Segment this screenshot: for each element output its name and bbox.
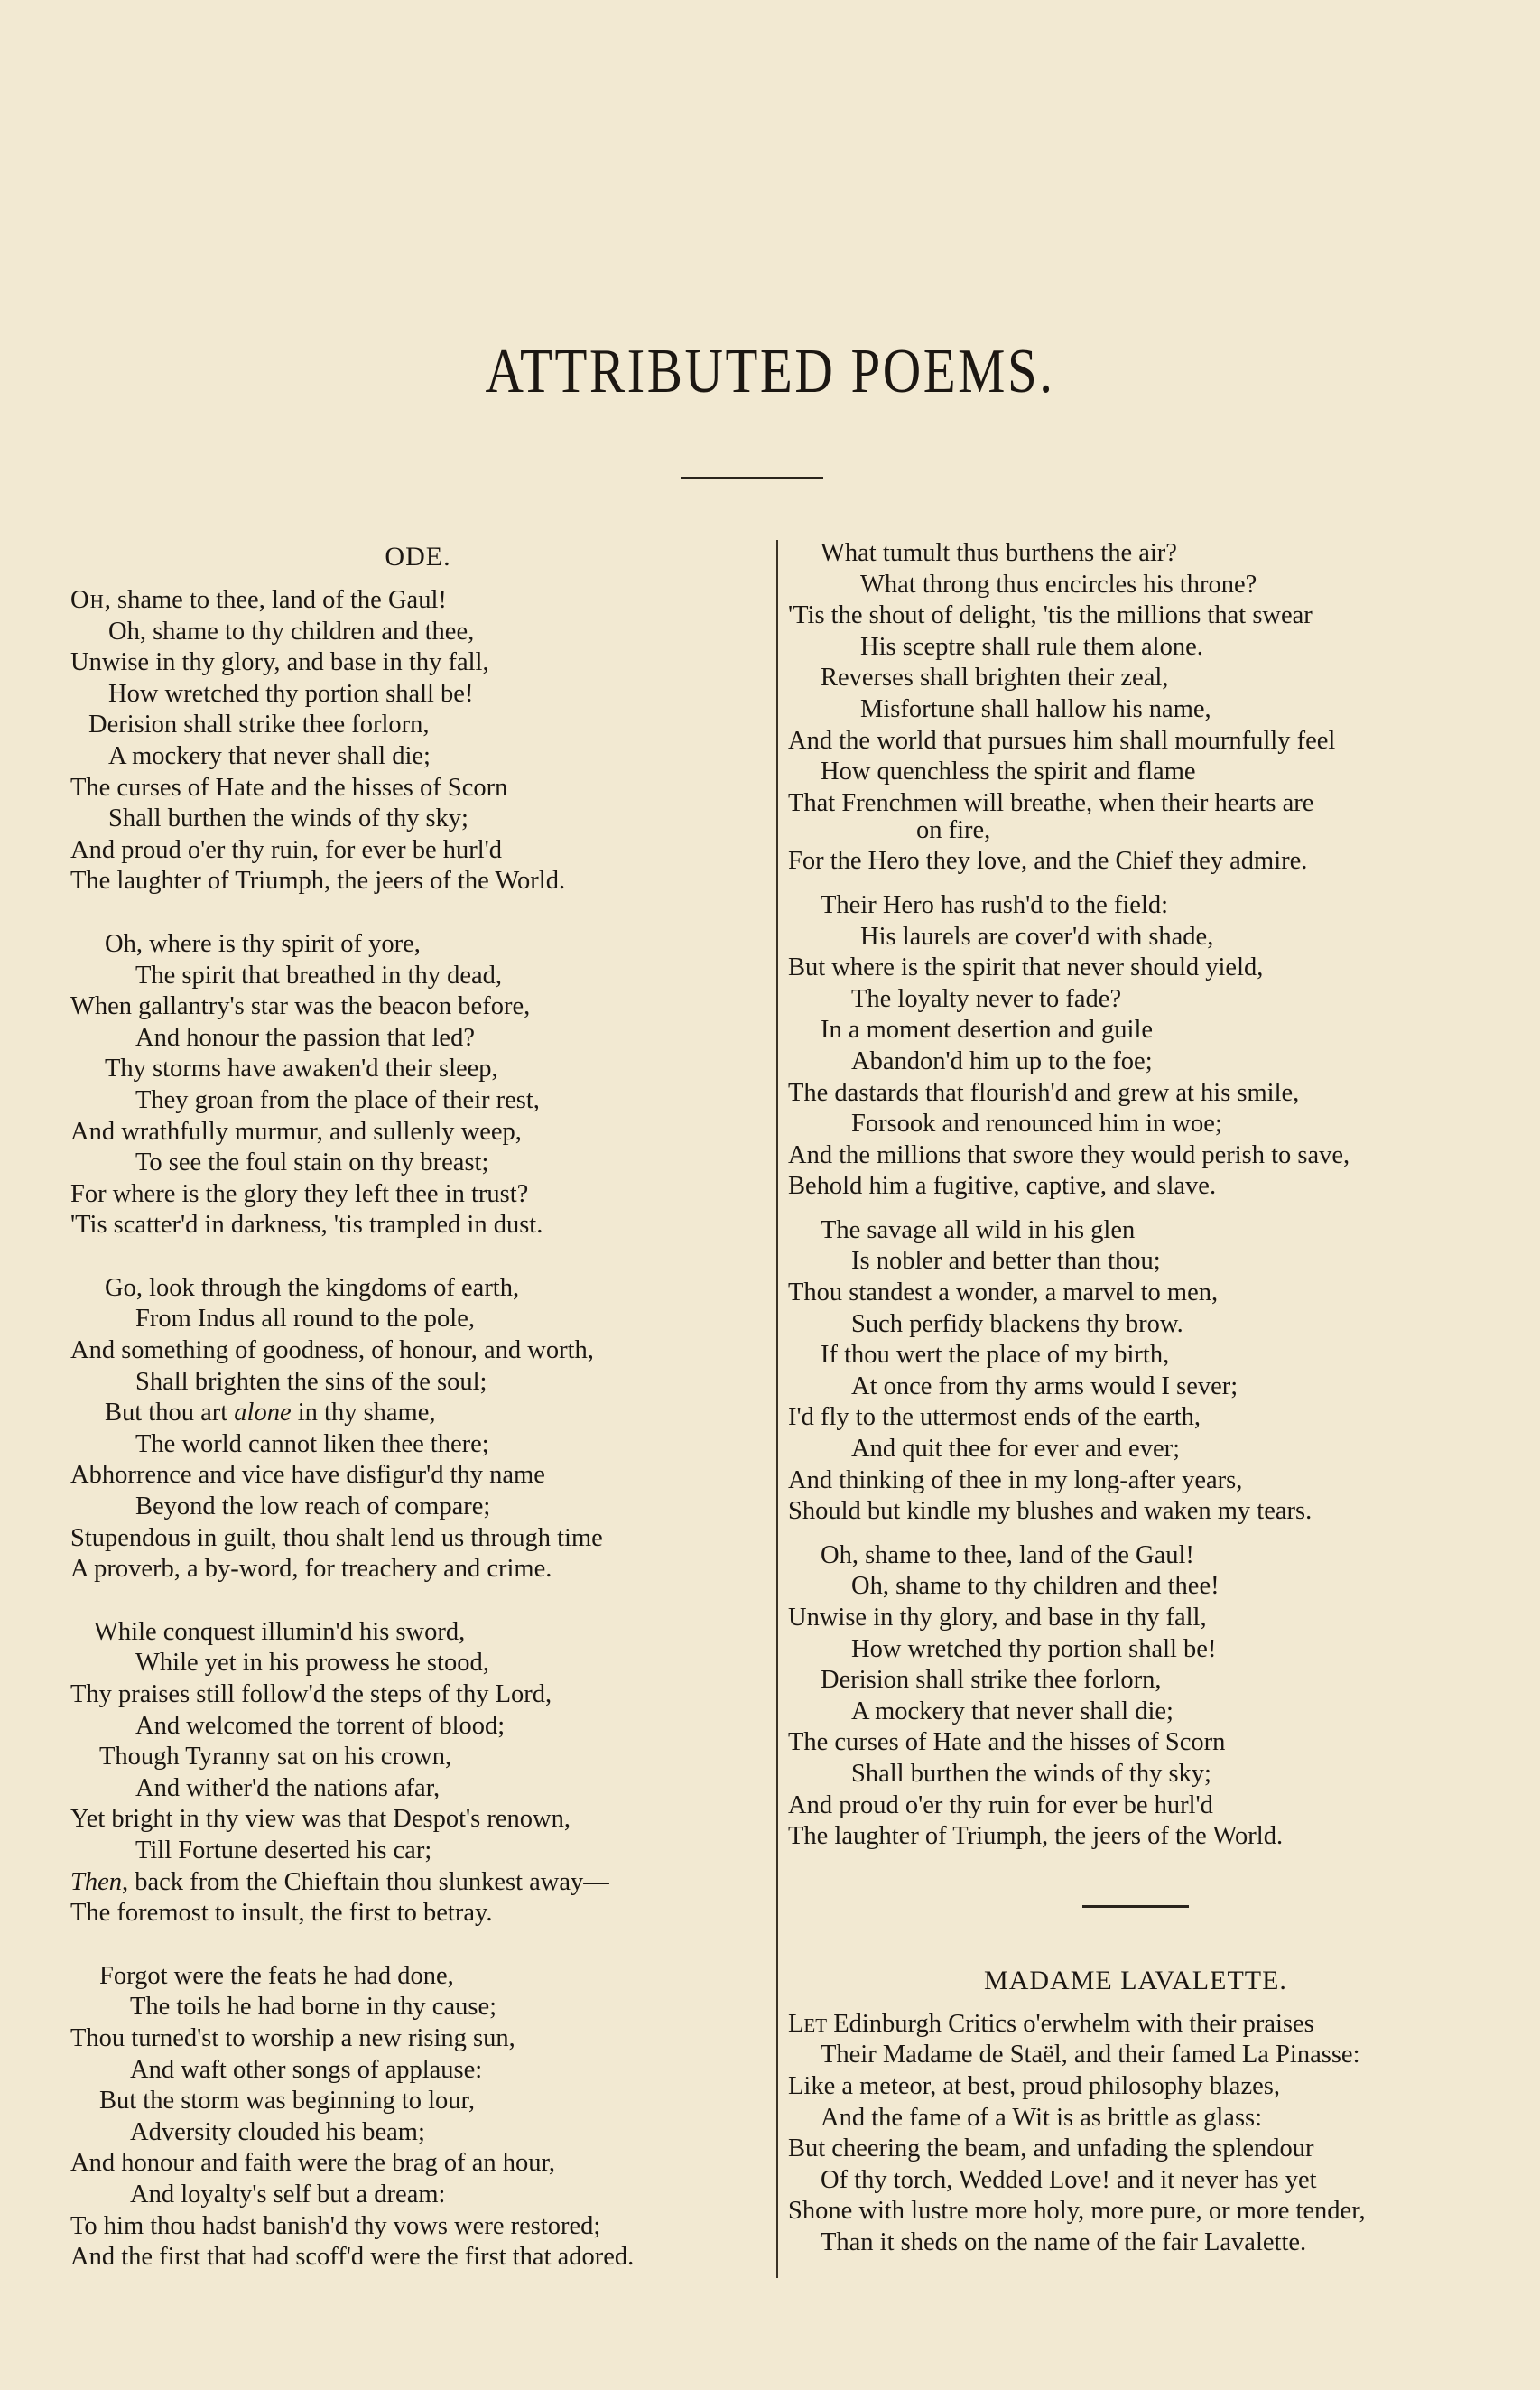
poem-line: Reverses shall brighten their zeal,: [821, 664, 1169, 693]
poem-line: For where is the glory they left thee in trust?: [70, 1179, 529, 1208]
poem-line: From Indus all round to the pole,: [135, 1305, 475, 1334]
poem-line: Yet bright in thy view was that Despot's renown,: [70, 1805, 571, 1834]
poem-line: But cheering the beam, and unfading the splendour: [788, 2134, 1314, 2163]
poem-line: Behold him a fugitive, captive, and slave.: [788, 1172, 1217, 1201]
poem-line: And the fame of a Wit is as brittle as glass:: [821, 2103, 1263, 2132]
poem-line: [70, 1867, 765, 1899]
poem-line: Shone with lustre more holy, more pure, or more tender,: [788, 2197, 1366, 2226]
poem-line: Adversity clouded his beam;: [130, 2117, 425, 2146]
poem-line: Till Fortune deserted his car;: [135, 1836, 432, 1865]
poem-line: The foremost to insult, the first to betray.: [70, 1899, 493, 1928]
poem-line: The world cannot liken thee there;: [135, 1429, 489, 1458]
poem-line: And honour the passion that led?: [135, 1023, 475, 1052]
poem-line: Thy praises still follow'd the steps of thy Lord,: [70, 1680, 552, 1708]
poem-line: Shall brighten the sins of the soul;: [135, 1367, 487, 1396]
poem-line-text: Edinburgh Critics o'erwhelm with their praises: [827, 2009, 1314, 2038]
poem-line: Of thy torch, Wedded Love! and it never has yet: [821, 2165, 1317, 2194]
poem-line: I'd fly to the uttermost ends of the earth,: [788, 1403, 1201, 1432]
poem-line: And something of goodness, of honour, and worth,: [70, 1336, 594, 1365]
ode-stanza-5: [70, 1961, 765, 2274]
poem-line: Go, look through the kingdoms of earth,: [105, 1273, 520, 1302]
poem-line: [70, 1398, 765, 1429]
poem-line: [70, 585, 765, 617]
lavalette-stanza: [788, 2009, 1483, 2259]
poem-line: [788, 2009, 1483, 2041]
poem-line: When gallantry's star was the beacon before,: [70, 992, 531, 1021]
ode-stanza-7: [788, 890, 1483, 1203]
poem-line: Their Madame de Staël, and their famed La Pinasse:: [821, 2041, 1360, 2069]
poem-line: The spirit that breathed in thy dead,: [135, 961, 502, 990]
poem-line: And wither'd the nations afar,: [135, 1773, 441, 1802]
ode-stanza-2: [70, 929, 765, 1241]
poem-line: A mockery that never shall die;: [851, 1697, 1174, 1725]
poem-line: His sceptre shall rule them alone.: [860, 632, 1203, 661]
poem-line: And proud o'er thy ruin, for ever be hurl'd: [70, 835, 503, 864]
poem-line: Their Hero has rush'd to the field:: [821, 890, 1169, 919]
poem-line: And the millions that swore they would perish to save,: [788, 1140, 1350, 1169]
poem-line: What tumult thus burthens the air?: [821, 539, 1177, 567]
ode-stanza-8: [788, 1215, 1483, 1528]
poem-line: And proud o'er thy ruin for ever be hurl'd: [788, 1790, 1213, 1819]
poem-line: The laughter of Triumph, the jeers of the World.: [70, 867, 566, 896]
poem-line: The toils he had borne in thy cause;: [130, 1993, 497, 2022]
title-rule: [681, 477, 823, 479]
ode-title: ODE.: [385, 542, 451, 572]
italic-word: alone: [234, 1399, 292, 1427]
poem-line: Thy storms have awaken'd their sleep,: [105, 1055, 498, 1083]
poem-line: How quenchless the spirit and flame: [821, 758, 1196, 786]
poem-line: And waft other songs of applause:: [130, 2055, 483, 2084]
poem-line: At once from thy arms would I sever;: [851, 1372, 1238, 1400]
poem-line: What throng thus encircles his throne?: [860, 570, 1257, 599]
poem-line: Than it sheds on the name of the fair Lavalette.: [821, 2227, 1307, 2256]
poem-line: The savage all wild in his glen: [821, 1215, 1136, 1244]
poem-line: Unwise in thy glory, and base in thy fall,: [788, 1604, 1207, 1632]
page-title: ATTRIBUTED POEMS.: [485, 337, 1055, 406]
poem-line: The curses of Hate and the hisses of Scorn: [788, 1728, 1226, 1757]
poem-line: To see the foul stain on thy breast;: [135, 1149, 489, 1177]
poem-line: A proverb, a by-word, for treachery and crime.: [70, 1555, 552, 1584]
poem-line: Shall burthen the winds of thy sky;: [108, 804, 468, 833]
poem-line: And thinking of thee in my long-after years,: [788, 1465, 1243, 1494]
right-column: [788, 538, 1483, 2259]
ode-stanza-1: [70, 585, 765, 897]
poem-line: 'Tis scatter'd in darkness, 'tis trampled in dust.: [70, 1211, 543, 1240]
poem-line: Oh, where is thy spirit of yore,: [105, 929, 421, 958]
poem-line: The dastards that flourish'd and grew at his smile,: [788, 1078, 1300, 1107]
poem-line: For the Hero they love, and the Chief they admire.: [788, 847, 1308, 876]
poem-line-text: But thou art: [105, 1399, 235, 1427]
poem-line-text: , shame to thee, land of the Gaul!: [104, 586, 447, 614]
poem-line: And wrathfully murmur, and sullenly weep,: [70, 1117, 522, 1146]
poem-line: But where is the spirit that never should yield,: [788, 953, 1264, 982]
poem-line: Like a meteor, at best, proud philosophy blazes,: [788, 2071, 1280, 2100]
poem-line: Derision shall strike thee forlorn,: [821, 1666, 1162, 1695]
italic-word: Then: [70, 1867, 122, 1896]
poem-line: And honour and faith were the brag of an hour,: [70, 2149, 556, 2178]
poem-line: In a moment desertion and guile: [821, 1016, 1154, 1045]
poem-line: Such perfidy blackens thy brow.: [851, 1309, 1183, 1338]
poem-line: How wretched thy portion shall be!: [851, 1634, 1217, 1663]
poem-line-text: , back from the Chieftain thou slunkest away—: [122, 1867, 609, 1896]
poem-line: Abhorrence and vice have disfigur'd thy name: [70, 1461, 545, 1490]
ode-stanza-9: [788, 1540, 1483, 1853]
poem-line: But the storm was beginning to lour,: [99, 2087, 476, 2116]
poem-line: And loyalty's self but a dream:: [130, 2180, 446, 2209]
poem-line: Derision shall strike thee forlorn,: [88, 711, 430, 739]
poem-line: And the first that had scoff'd were the first that adored.: [70, 2243, 635, 2272]
poem-line: The loyalty never to fade?: [851, 984, 1122, 1013]
poem-line: Beyond the low reach of compare;: [135, 1493, 491, 1521]
poem-line: Forsook and renounced him in woe;: [851, 1110, 1222, 1139]
poem-line: Thou turned'st to worship a new rising sun,: [70, 2023, 515, 2052]
poem-line: To him thou hadst banish'd thy vows were restored;: [70, 2211, 601, 2240]
poem-line: Oh, shame to thee, land of the Gaul!: [821, 1540, 1194, 1569]
poem-line: Though Tyranny sat on his crown,: [99, 1743, 452, 1772]
poem-line: They groan from the place of their rest,: [135, 1085, 540, 1114]
poem-line: Thou standest a wonder, a marvel to men,: [788, 1279, 1219, 1307]
poem-line: Stupendous in guilt, thou shalt lend us through time: [70, 1523, 603, 1552]
drop-initial: OH: [70, 586, 105, 614]
poem-line: And the world that pursues him shall mournfully feel: [788, 726, 1336, 755]
poem-line: Forgot were the feats he had done,: [99, 1961, 454, 1990]
poem-line: How wretched thy portion shall be!: [108, 679, 474, 708]
poem-line: His laurels are cover'd with shade,: [860, 922, 1214, 951]
poem-line: That Frenchmen will breathe, when their hearts are: [788, 788, 1314, 817]
poem-line: The curses of Hate and the hisses of Scorn: [70, 773, 508, 802]
poem-line-text: in thy shame,: [291, 1399, 436, 1427]
poem-line: Abandon'd him up to the foe;: [851, 1046, 1153, 1075]
poem-line: Oh, shame to thy children and thee,: [108, 617, 475, 646]
poem-line: The laughter of Triumph, the jeers of the World.: [788, 1822, 1284, 1851]
poem-line: A mockery that never shall die;: [108, 741, 431, 770]
poem-line: While yet in his prowess he stood,: [135, 1649, 489, 1678]
left-column: [70, 538, 765, 2274]
poem-line: While conquest illumin'd his sword,: [94, 1617, 466, 1646]
poem-line: And quit thee for ever and ever;: [851, 1435, 1181, 1464]
poem-line: Should but kindle my blushes and waken my tears.: [788, 1497, 1313, 1526]
ode-stanza-6: [788, 538, 1483, 878]
poem-line: on fire,: [916, 816, 991, 845]
ode-stanza-4: [70, 1617, 765, 1930]
lavalette-title: MADAME LAVALETTE.: [984, 1965, 1287, 1995]
poem-line: Shall burthen the winds of thy sky;: [851, 1759, 1211, 1788]
section-rule: [1082, 1905, 1189, 1908]
poem-line: And welcomed the torrent of blood;: [135, 1711, 506, 1740]
column-divider: [776, 540, 778, 2278]
poem-line: Misfortune shall hallow his name,: [860, 694, 1211, 723]
ode-stanza-3: [70, 1273, 765, 1586]
poem-line: Is nobler and better than thou;: [851, 1247, 1161, 1276]
poem-line: Oh, shame to thy children and thee!: [851, 1572, 1220, 1601]
drop-initial: LET: [788, 2009, 828, 2038]
poem-line: If thou wert the place of my birth,: [821, 1341, 1170, 1370]
poem-line: Unwise in thy glory, and base in thy fall,: [70, 648, 489, 677]
poem-line: 'Tis the shout of delight, 'tis the millions that swear: [788, 601, 1313, 630]
